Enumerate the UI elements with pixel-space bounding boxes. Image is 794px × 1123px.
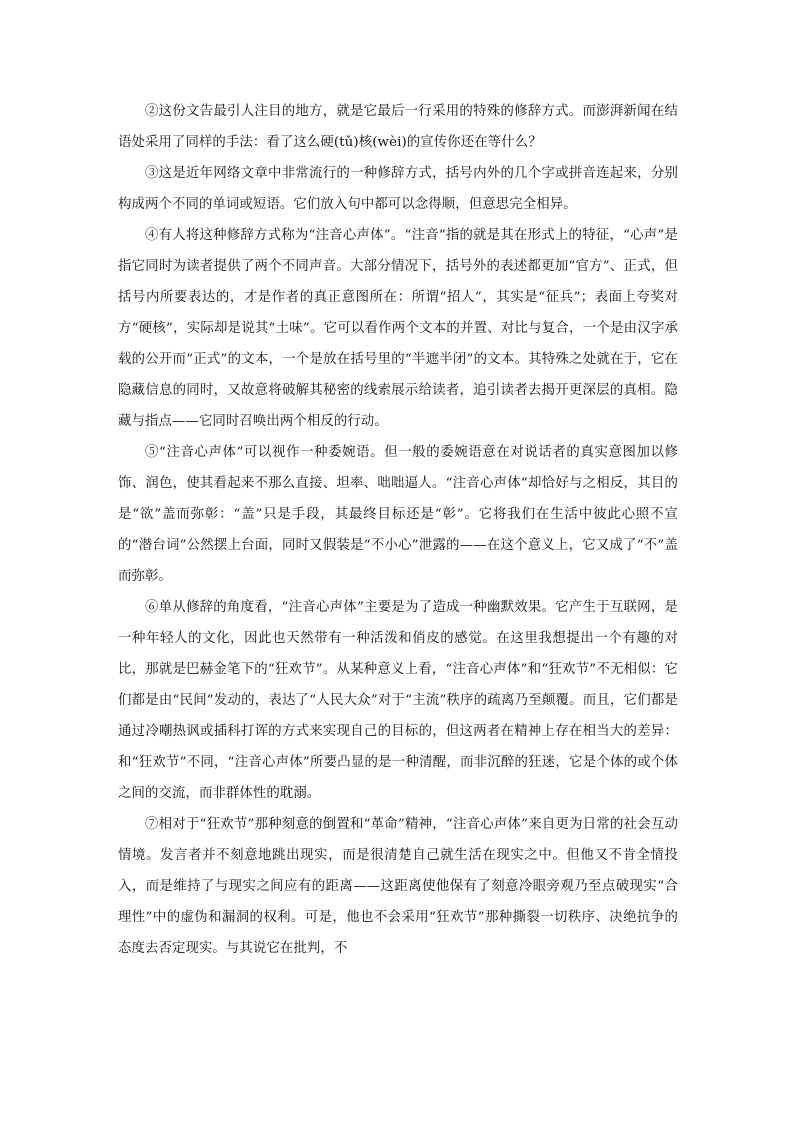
paragraph-3: ③这是近年网络文章中非常流行的一种修辞方式，括号内外的几个字或拼音连起来，分别构成两个不同的单词或短语。它们放入句中都可以念得顺，但意思完全相异。 [118, 166, 678, 212]
paragraph-5: ⑤“注音心声体”可以视作一种委婉语。但一般的委婉语意在对说话者的真实意图加以修饰、润色，使其看起来不那么直接、坦率、咄咄逼人。“注音心声体”却恰好与之相反，其目的是“欲”盖而弥彰：“盖”只是手段，其最终目标还是“彰”。它将我们在生活中彼此心照不宣的“潜台词”公然摆上台面，同时又假装是“不小心”泄露的——在这个意义上，它又成了“不”盖而弥彰。 [118, 445, 678, 584]
paragraph-4: ④有人将这种修辞方式称为“注音心声体”。“注音”指的就是其在形式上的特征，“心声”是指它同时为读者提供了两个不同声音。大部分情况下，括号外的表述都更加“官方”、正式，但括号内所要表达的，才是作者的真正意图所在：所谓“招人”，其实是“征兵”；表面上夸奖对方“硬核”，实际却是说其“土味”。它可以看作两个文本的并置、对比与复合，一个是由汉字承载的公开而“正式”的文本，一个是放在括号里的“半遮半闭”的文本。其特殊之处就在于，它在隐藏信息的同时，又故意将破解其秘密的线索展示给读者，追引读者去揭开更深层的真相。隐藏与指点——它同时召唤出两个相反的行动。 [118, 228, 678, 429]
paragraph-6: ⑥单从修辞的角度看，“注音心声体”主要是为了造成一种幽默效果。它产生于互联网，是一种年轻人的文化，因此也天然带有一种活泼和俏皮的感觉。在这里我想提出一个有趣的对比，那就是巴赫金笔下的“狂欢节”。从某种意义上看，“注音心声体”和“狂欢节”不无相似：它们都是由“民间”发动的，表达了“人民大众”对于“主流”秩序的疏离乃至颠覆。而且，它们都是通过冷嘲热讽或插科打诨的方式来实现自己的目标的，但这两者在精神上存在相当大的差异：和“狂欢节”不同，“注音心声体”所要凸显的是一种清醒，而非沉醉的狂迷，它是个体的或个体之间的交流，而非群体性的耽溺。 [118, 600, 678, 801]
paragraph-7: ⑦相对于“狂欢节”那种刻意的倒置和“革命”精神，“注音心声体”来自更为日常的社会互动情境。发言者并不刻意地跳出现实，而是很清楚自己就生活在现实之中。但他又不肯全情投入，而是维持了与现实之间应有的距离——这距离使他保有了刻意冷眼旁观乃至点破现实“合理性”中的虚伪和漏洞的权利。可是，他也不会采用“狂欢节”那种撕裂一切秩序、决绝抗争的态度去否定现实。与其说它在批判，不 [118, 817, 678, 956]
paragraph-2: ②这份文告最引人注目的地方，就是它最后一行采用的特殊的修辞方式。而澎湃新闻在结语处采用了同样的手法：看了这么硬(tǔ)核(wèi)的宣传你还在等什么？ [118, 104, 678, 150]
document-page [118, 96, 678, 964]
